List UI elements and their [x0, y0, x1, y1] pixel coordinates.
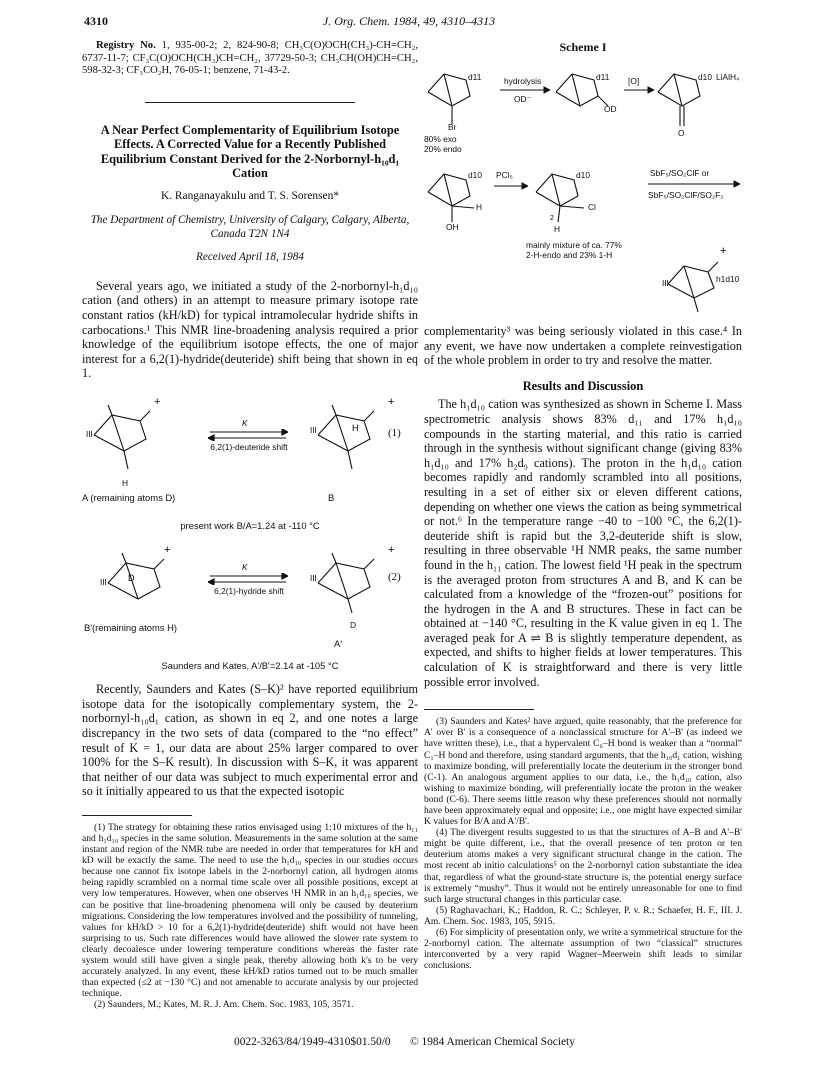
scheme-mixture-line-1: mainly mixture of ca. 77%: [526, 240, 622, 250]
intro-paragraph: Several years ago, we initiated a study of the 2-norbornyl-h₁d₁₀ cation (and others) in an attempt to measure primary isotope rate constant ratios (kH/kD) for typical intramolecular hydride shifts in carbocations.¹ This NMR line-broadening analysis required a prior knowledge of the equilibrium isotope effects, the one of major interest for a 6,2(1)-hydride(deuteride) shift being that shown in eq 1.: [82, 278, 418, 381]
article-authors: K. Ranganayakulu and T. S. Sorensen*: [161, 190, 339, 203]
eq1-label-a: A (remaining atoms D): [82, 491, 176, 503]
equation-1: [82, 387, 418, 511]
eq2-label-a-prime: A': [334, 637, 343, 649]
footnote-5: (5) Raghavachari, K.; Haddon, R. C.; Schleyer, P. v. R.; Schaefer, H. F., III. J. Am. Chem. Soc. 1983, 105, 5915.: [424, 904, 742, 927]
scheme-compound-alcohol-d: [552, 62, 612, 122]
eq1-number: (1): [388, 426, 401, 439]
scheme-h-a: H: [476, 202, 483, 212]
eq2-label-b-prime: B'(remaining atoms H): [84, 621, 177, 633]
svg-text:+: +: [388, 395, 395, 408]
scheme-arrow-3: [494, 182, 528, 190]
discussion-paragraph-continued: complementarity³ was being seriously violated in this case.⁴ In any event, we have now undertaken a complete reinvestigation of the whole problem in order to try and resolve the matter.: [424, 324, 742, 368]
eq1-caption: present work B/A=1.24 at -110 °C: [180, 519, 320, 531]
scheme-h1d10: h1d10: [716, 274, 740, 284]
eq1-arrow-bottom: 6,2(1)-deuteride shift: [210, 441, 288, 452]
scheme-reagent-od: OD⁻: [514, 94, 531, 104]
received-date: Received April 18, 1984: [196, 251, 304, 264]
article-code: 0022-3263/84/1949-4310$01.50/0: [234, 1036, 391, 1048]
page-number: 4310: [84, 14, 108, 28]
eq1-atom-h: H: [122, 477, 129, 488]
scheme-reagent-superacid-2: SbF₅/SO₂ClF/SO₂F₂: [648, 190, 724, 200]
eq2-structure-b-prime: [98, 541, 178, 621]
scheme-reagent-lialh4: LiAlH₄: [716, 72, 740, 82]
scheme-endo: 20% endo: [424, 144, 462, 154]
article-title: A Near Perfect Complementarity of Equilibrium Isotope Effects. A Corrected Value for a Recently Published Equilibrium Constant Derived for the 2-Norbornyl-h₁₀d₁ Cation: [100, 122, 400, 180]
scheme-h-b: H: [554, 224, 561, 234]
right-column: [424, 324, 742, 971]
scheme-title: Scheme I: [559, 40, 607, 54]
eq2-number: (2): [388, 570, 401, 583]
scheme-o: O: [678, 128, 685, 138]
footnote-1: (1) The strategy for obtaining these ratios envisaged using 1:10 mixtures of the h₁₁ and h₁d₁₀ species in the same solution. Measurements in the same solution at the same instant and region of the NMR tube are needed in order that temperatures for kH and kD will be exactly the same. The need to use the h₁d₁₀ species in our studies occurs because one cannot fix isotope labels in the 2-norbornyl cation, all hydrogen atoms being rapidly scrambled on a normal time scale over all possible positions, except at very low temperatures. However, when one observes ¹H NMR in an h₁d₁₀ species, we can be positive that line-broadening phenomena will only be caused by deuterium migrations. Considering the low temperatures involved and the possibility of tunneling, values for kH/kD > 10 for a 6,2(1)-hydride(deuteride) shift would not have been surprising to us. Such rate differences would have allowed the slower rate system to clearly decoalesce under lowering temperature conditions whereas the faster rate system would still have given a single peak, thereby allowing both k's to be very accurately analyzed. In any event, these kH/kD ratios turned out to be much smaller than expected (≤2 at −130 °C) and not amenable to accurate analysis by our projected technique.: [82, 821, 418, 1000]
eq1-structure-a: [84, 393, 164, 473]
scheme-d11-b: d11: [596, 72, 610, 82]
eq2-structure-a-prime: [308, 541, 398, 621]
eq2-equilibrium-arrow: [208, 573, 288, 585]
svg-text:2: 2: [550, 215, 554, 222]
scheme-reagent-hydrolysis: hydrolysis: [504, 76, 542, 86]
svg-text:III: III: [100, 577, 107, 587]
article-separator: [145, 102, 355, 103]
registry-text: 1, 935-00-2; 2, 824-90-8; CH₃C(O)OCH(CH₃)-CH=CH₂, 6737-11-7; CF₃C(O)OCH(CH₃)CH=CH₂, 37729-50-3; CH₃CH(OH)CH=CH₂, 598-32-3; CF₃CO₂H, 76-05-1; benzene, 71-43-2.: [82, 40, 418, 77]
footnote-separator-right: [424, 709, 534, 710]
footnote-3: (3) Saunders and Kates² have argued, quite reasonably, that the preference for A' over B' is a consequence of a nonclassical structure for A'–B' (as indeed we have written these), i.e., that a hypervalent C₆–H bond is weaker than a “normal” C₁–H bond and therefore, using standard arguments, that the h₁₀d₁ cation, wishing to maximize bonding, will preferentially locate the deuterium in the stronger bond (C-1). An analogous argument applies to our data, i.e., the h₁d₁₀ cation, also wishing to maximize bonding, will preferentially locate the proton in the weaker bond (C-6). There seems little reason why these preferences should not normally have been approximately equal and opposite; i.e., one might have expected similar K values for B/A and A'/B'.: [424, 716, 742, 828]
eq2-arrow-top: K: [242, 561, 248, 572]
svg-text:III: III: [86, 429, 93, 439]
eq1-arrow-top: K: [242, 417, 248, 428]
scheme-arrow-1: [500, 86, 550, 94]
scheme-d11-a: d11: [468, 72, 482, 82]
eq1-structure-b: [308, 393, 398, 473]
registry-numbers: [82, 40, 418, 78]
scheme-reagent-pcl5: PCl₅: [496, 170, 513, 180]
scheme-reagent-oxidation: [O]: [628, 76, 640, 86]
eq2-atom-d: D: [350, 619, 357, 630]
author-affiliation: The Department of Chemistry, University of Calgary, Calgary, Alberta, Canada T2N 1N4: [90, 214, 410, 240]
section-heading: Results and Discussion: [522, 378, 644, 393]
copyright: © 1984 American Chemical Society: [410, 1036, 575, 1048]
svg-text:H: H: [352, 422, 359, 433]
footnote-6: (6) For simplicity of presentation only, we write a symmetrical structure for the 2-norbornyl cation. The alternate assumption of two “classical” structures interconverted by a very rapid Wagner–Meerwein shift leads to similar conclusions.: [424, 927, 742, 972]
scheme-d10-a: d10: [698, 72, 712, 82]
equation-2: [82, 539, 418, 651]
svg-text:+: +: [154, 395, 161, 408]
left-column: [82, 40, 418, 1010]
eq1-equilibrium-arrow: [208, 429, 288, 441]
scheme-exo: 80% exo: [424, 134, 457, 144]
footnote-2: (2) Saunders, M.; Kates, M. R. J. Am. Chem. Soc. 1983, 105, 3571.: [94, 999, 354, 1011]
results-paragraph: The h₁d₁₀ cation was synthesized as shown in Scheme I. Mass spectrometric analysis shows 83% d₁₁ and 17% h₁d₁₀ compounds in the starting material, and this ratio is carried through in the synthesis without significant change (giving 83% h₁d₁₀ and 17% h₂d₉ cations). The proton in the h₁d₁₀ cation becomes rapidly and randomly scrambled into all positions, resulting in a set of either six or eleven different cations, depending on whether one views the cation as being symmetrical or not.⁶ In the temperature range −40 to −100 °C, the 6,2(1)-deuteride shift is rapid but the 3,2-deuteride shift is slow, resulting in three observable ¹H NMR peaks, the same number found in the h₁₁ cation. The lowest field ¹H peak in the spectrum is the averaged proton from structures A and B, and K can be calculated from a knowledge of the “frozen-out” positions for the hydrogen in the A and B structures. These in fact can be obtained at −140 °C, resulting in the K value given in eq 1. The averaged peak for A ⇌ B is slightly temperature dependent, as expected, and shifts to higher fields at lower temperatures. This calculation of K is straightforward and there is very little possible error involved.: [424, 397, 742, 689]
scheme-reagent-superacid-1: SbF₅/SO₂ClF or: [650, 168, 710, 178]
eq1-label-b: B: [328, 491, 335, 503]
scheme-mixture-line-2: 2-H-endo and 23% 1-H: [526, 250, 613, 260]
footnote-4: (4) The divergent results suggested to us that the structures of A–B and A'–B' might be quite different, i.e., that the overall presence of ten proton or ten deuterium atoms makes a very significant structural change in the cation. The most recent ab initio calculations⁵ on the 2-norbornyl cation substantiate the idea that, regardless of what the ground-state structure is, the potential energy surface is extremely “mushy”. Thus it would not be entirely unreasonable for one to find such large structural changes in this particular case.: [424, 827, 742, 905]
scheme-od: OD: [604, 104, 617, 114]
eq2-caption: Saunders and Kates, A'/B'=2.14 at -105 °C: [161, 659, 339, 671]
scheme-cl: Cl: [588, 202, 596, 212]
scheme-arrow-4: [648, 180, 740, 188]
journal-citation: J. Org. Chem. 1984, 49, 4310–4313: [322, 14, 496, 28]
scheme-1: [424, 58, 742, 320]
eq2-arrow-bottom: 6,2(1)-hydride shift: [214, 585, 284, 596]
running-header: [84, 14, 734, 32]
discussion-paragraph: Recently, Saunders and Kates (S–K)² have reported equilibrium isotope data for the isotopically complementary system, the 2-norbornyl-h₁₀d₁ cation, as shown in eq 2, and one notes a large discrepancy in the two sets of data (compared to the “no effect” result of K = 1, our data are about 25% larger compared to over 100% for the S–K result). In discussion with S–K, it was apparent that neither of our data was subject to much experimental error and so it initially appeared to us that the expected isotopic: [82, 682, 418, 799]
svg-text:+: +: [164, 543, 171, 556]
svg-text:+: +: [388, 543, 395, 556]
svg-text:+: +: [720, 245, 727, 257]
registry-label: Registry No.: [96, 40, 156, 51]
scheme-br: Br: [448, 122, 457, 132]
scheme-oh: OH: [446, 222, 459, 232]
scheme-arrow-2: [624, 86, 654, 94]
scheme-d10-c: d10: [576, 170, 590, 180]
svg-text:III: III: [310, 425, 317, 435]
svg-text:D: D: [128, 572, 135, 583]
svg-text:III: III: [662, 279, 669, 288]
footnote-separator-left: [82, 815, 192, 816]
svg-text:III: III: [310, 573, 317, 583]
scheme-d10-b: d10: [468, 170, 482, 180]
